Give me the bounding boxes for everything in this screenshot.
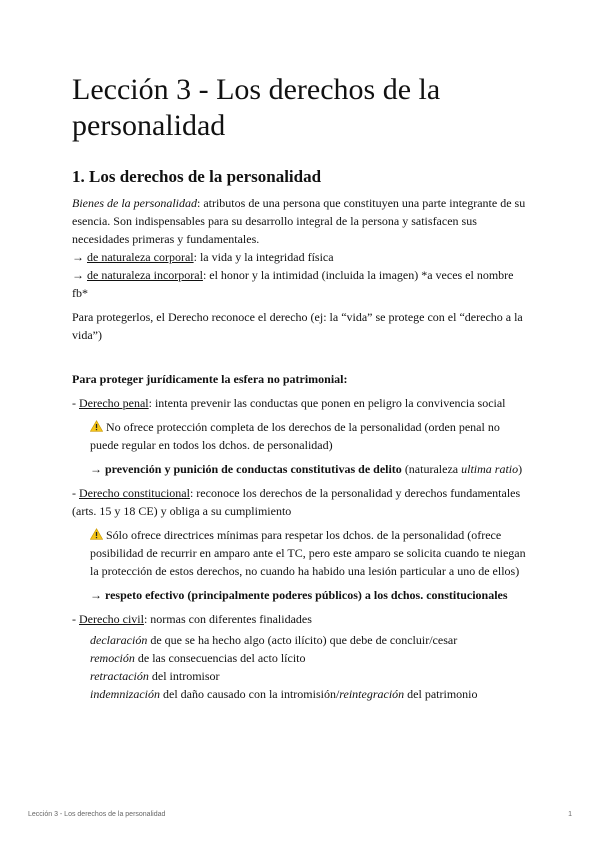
section-heading: 1. Los derechos de la personalidad (72, 167, 322, 186)
corporal-text: : la vida y la integridad física (193, 250, 334, 264)
civil-item-term: remoción (90, 651, 135, 665)
penal-item (72, 394, 528, 412)
penal-text: : intenta prevenir las conductas que ponen en peligro la convivencia social (148, 396, 506, 410)
proteger-paragraph: Para protegerlos, el Derecho reconoce el derecho (ej: la “vida” se protege con el “derecho a la vida”) (72, 310, 523, 342)
const-warning (72, 526, 528, 580)
penal-result-close: ) (518, 462, 523, 476)
warning-icon (90, 420, 103, 432)
penal-term: Derecho penal (79, 396, 149, 410)
bienes-paragraph (72, 194, 528, 302)
civil-item-term: declaración (90, 633, 148, 647)
bienes-text: : atributos de una persona que constituyen una parte integrante de su esencia. Son indispensables para su desarrollo integral de la persona y satisfacen sus necesidades primeras y fundamentales. (72, 196, 526, 246)
civil-list (72, 631, 528, 703)
arrow-icon: → (72, 250, 84, 264)
corporal-term: de naturaleza corporal (87, 250, 194, 264)
penal-result-italic: ultima ratio (461, 462, 519, 476)
civil-item-term: indemnización (90, 687, 160, 701)
list-item (90, 649, 528, 667)
list-item (90, 667, 528, 685)
penal-result-tail: (naturaleza (401, 462, 462, 476)
arrow-icon: → (72, 268, 84, 282)
civil-term: Derecho civil (79, 612, 144, 626)
penal-warning (72, 418, 528, 454)
incorporal-text: : el honor y la intimidad (incluida la imagen) *a veces el nombre fb* (72, 268, 514, 300)
const-term: Derecho constitucional (79, 486, 190, 500)
bienes-term: Bienes de la personalidad (72, 196, 197, 210)
warning-icon (90, 528, 103, 540)
document-page (72, 72, 528, 703)
civil-item-text: del daño causado con la intromisión/ (160, 687, 340, 701)
dash: - (72, 612, 79, 626)
dash: - (72, 396, 79, 410)
page-number: 1 (568, 811, 572, 818)
list-item (90, 631, 528, 649)
penal-warning-text: No ofrece protección completa de los derechos de la personalidad (orden penal no puede regular en todos los dchos. de personalidad) (90, 420, 500, 452)
penal-result-bold: → prevención y punición de conductas constitutivas de delito (90, 462, 402, 476)
penal-result (72, 460, 528, 478)
civil-item-term: reintegración (339, 687, 405, 701)
civil-item (72, 610, 528, 628)
list-item (90, 685, 528, 703)
civil-item-text: de que se ha hecho algo (acto ilícito) que debe de concluir/cesar (147, 633, 458, 647)
proteccion-heading: Para proteger jurídicamente la esfera no patrimonial: (72, 372, 348, 386)
page-footer (28, 811, 572, 818)
const-text: : reconoce los derechos de la personalidad y derechos fundamentales (arts. 15 y 18 CE) y obliga a su cumplimiento (72, 486, 521, 518)
dash: - (72, 486, 79, 500)
page-title: Lección 3 - Los derechos de la personalidad (72, 73, 441, 142)
civil-text: : normas con diferentes finalidades (143, 612, 312, 626)
const-warning-text: Sólo ofrece directrices mínimas para respetar los dchos. de la personalidad (ofrece posibilidad de recurrir en amparo ante el TC, pero este amparo se solicita cuando te niegan la protección de estos derechos, no cuando ha habido una lesión particular a uno de ellos) (90, 528, 526, 578)
civil-item-term: retractación (90, 669, 149, 683)
civil-item-text: de las consecuencias del acto lícito (134, 651, 306, 665)
incorporal-term: de naturaleza incorporal (87, 268, 203, 282)
footer-title: Lección 3 - Los derechos de la personalidad (28, 811, 166, 818)
civil-item-text: del intromisor (148, 669, 220, 683)
civil-item-text: del patrimonio (404, 687, 478, 701)
constitucional-item (72, 484, 528, 520)
const-result: → respeto efectivo (principalmente poderes públicos) a los dchos. constitucionales (90, 588, 508, 602)
